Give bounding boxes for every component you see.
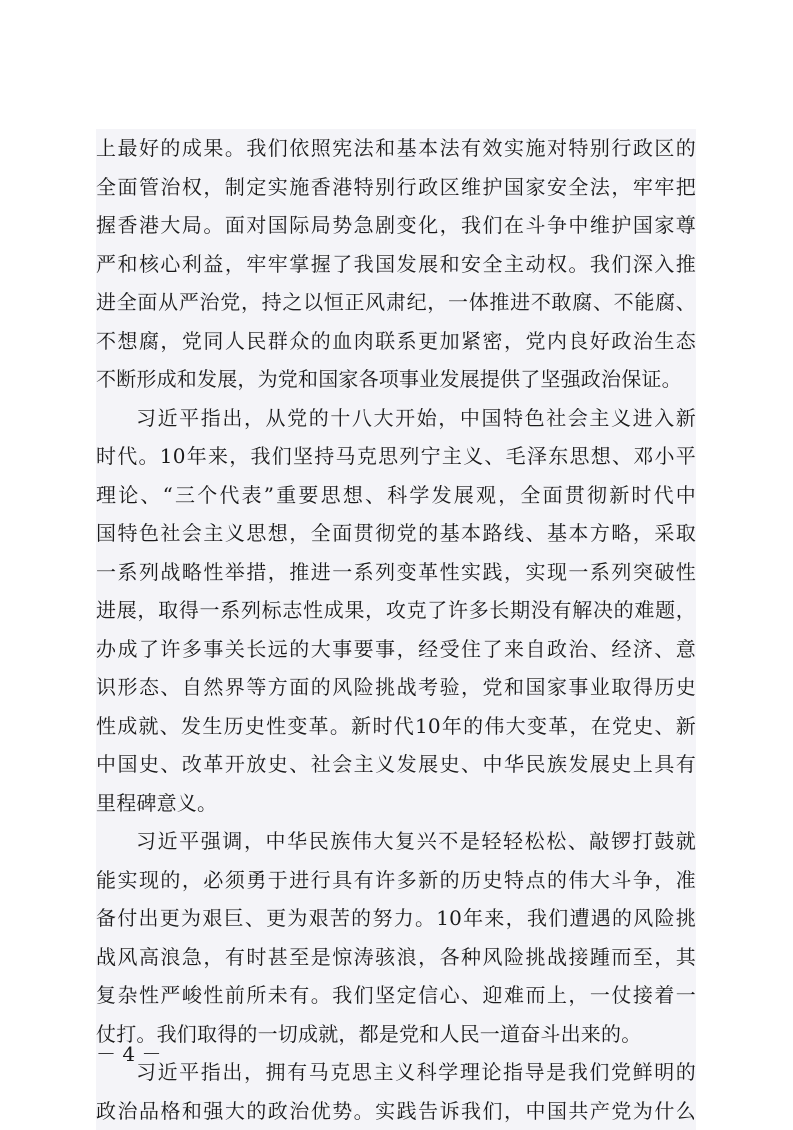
text-line: 全面管治权，制定实施香港特别行政区维护国家安全法，牢牢把 [96, 168, 696, 207]
text-line: 能实现的，必须勇于进行具有许多新的历史特点的伟大斗争，准 [96, 861, 696, 900]
text-line: 不想腐，党同人民群众的血肉联系更加紧密，党内良好政治生态 [96, 322, 696, 361]
paragraph [96, 822, 696, 1053]
paragraph [96, 129, 696, 399]
text-line: 不断形成和发展，为党和国家各项事业发展提供了坚强政治保证。 [96, 360, 696, 399]
text-line: 握香港大局。面对国际局势急剧变化，我们在斗争中维护国家尊 [96, 206, 696, 245]
text-line: 性成就、发生历史性变革。新时代10年的伟大变革，在党史、新 [96, 707, 696, 746]
text-line: 严和核心利益，牢牢掌握了我国发展和安全主动权。我们深入推 [96, 245, 696, 284]
text-line: 里程碑意义。 [96, 784, 696, 823]
text-line: 一系列战略性举措，推进一系列变革性实践，实现一系列突破性 [96, 553, 696, 592]
text-line: 复杂性严峻性前所未有。我们坚定信心、迎难而上，一仗接着一 [96, 976, 696, 1015]
text-line: 政治品格和强大的政治优势。实践告诉我们，中国共产党为什么 [96, 1092, 696, 1130]
text-line: 办成了许多事关长远的大事要事，经受住了来自政治、经济、意 [96, 630, 696, 669]
paragraph [96, 1053, 696, 1130]
text-line: 备付出更为艰巨、更为艰苦的努力。10年来，我们遭遇的风险挑 [96, 899, 696, 938]
text-line: 习近平指出，拥有马克思主义科学理论指导是我们党鲜明的 [96, 1053, 696, 1092]
text-line: 习近平指出，从党的十八大开始，中国特色社会主义进入新 [96, 399, 696, 438]
page-number: － 4 － [96, 1040, 161, 1068]
text-line: 习近平强调，中华民族伟大复兴不是轻轻松松、敲锣打鼓就 [96, 822, 696, 861]
text-line: 仗打。我们取得的一切成就，都是党和人民一道奋斗出来的。 [96, 1015, 696, 1054]
body-text [96, 129, 696, 1130]
text-line: 理论、“三个代表”重要思想、科学发展观，全面贯彻新时代中 [96, 476, 696, 515]
text-line: 上最好的成果。我们依照宪法和基本法有效实施对特别行政区的 [96, 129, 696, 168]
paragraph [96, 399, 696, 823]
text-line: 进展，取得一系列标志性成果，攻克了许多长期没有解决的难题， [96, 591, 696, 630]
text-line: 战风高浪急，有时甚至是惊涛骇浪，各种风险挑战接踵而至，其 [96, 938, 696, 977]
text-line: 中国史、改革开放史、社会主义发展史、中华民族发展史上具有 [96, 745, 696, 784]
text-line: 时代。10年来，我们坚持马克思列宁主义、毛泽东思想、邓小平 [96, 437, 696, 476]
text-line: 识形态、自然界等方面的风险挑战考验，党和国家事业取得历史 [96, 668, 696, 707]
text-line: 国特色社会主义思想，全面贯彻党的基本路线、基本方略，采取 [96, 514, 696, 553]
text-line: 进全面从严治党，持之以恒正风肃纪，一体推进不敢腐、不能腐、 [96, 283, 696, 322]
